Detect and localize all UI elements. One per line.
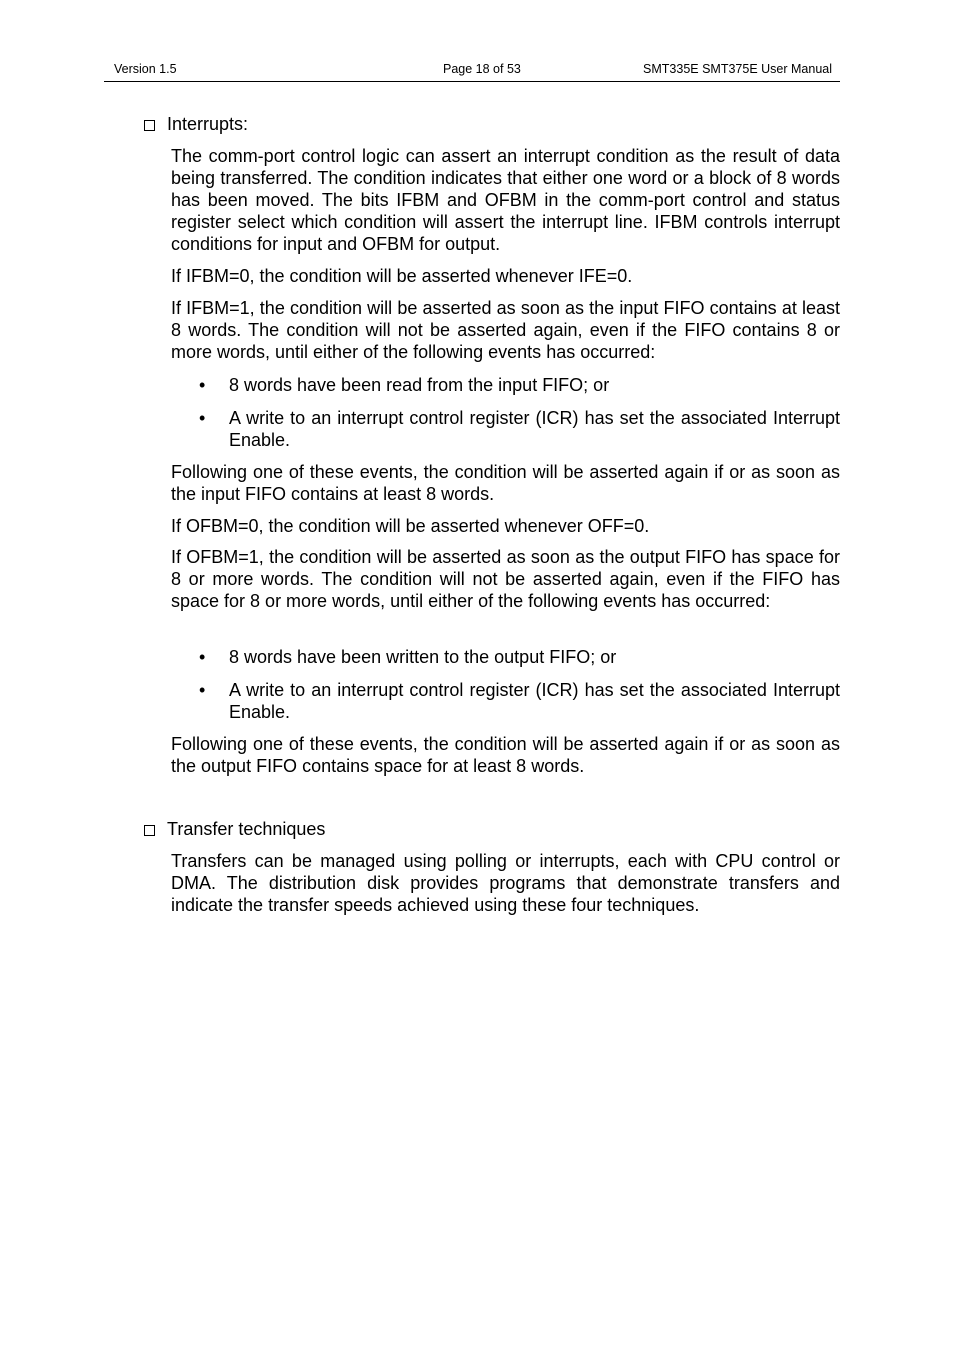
section-title-interrupts: Interrupts:: [167, 114, 249, 134]
bullet-icon: •: [199, 408, 206, 428]
bullet-icon: •: [199, 680, 206, 700]
interrupts-paragraph-1: The comm-port control logic can assert an interrupt condition as the result of data being transferred. The condition indicates that either one word or a block of 8 words has been moved. The bits IFBM and OFBM in the comm-port control and status register select which condition will assert the interrupt line. IFBM controls interrupt conditions for input and OFBM for output.: [171, 146, 840, 254]
section-title-transfer: Transfer techniques: [167, 819, 326, 839]
list-item: [199, 679, 840, 723]
interrupts-paragraph-7: Following one of these events, the condition will be asserted again if or as soon as the output FIFO contains space for at least 8 words.: [171, 734, 840, 776]
header-page-number: Page 18 of 53: [443, 62, 521, 76]
header-version: Version 1.5: [114, 62, 177, 76]
checkbox-icon: [144, 825, 155, 836]
interrupts-paragraph-4: Following one of these events, the condition will be asserted again if or as soon as the input FIFO contains at least 8 words.: [171, 462, 840, 504]
interrupts-paragraph-5: If OFBM=0, the condition will be asserted whenever OFF=0.: [171, 516, 650, 536]
list-item-text: 8 words have been written to the output FIFO; or: [229, 647, 617, 667]
bullet-icon: •: [199, 375, 206, 395]
transfer-paragraph-1: Transfers can be managed using polling or interrupts, each with CPU control or DMA. The distribution disk provides programs that demonstrate transfers and indicate the transfer speeds achieved using these four techniques.: [171, 851, 840, 915]
checkbox-icon: [144, 120, 155, 131]
interrupts-paragraph-6: If OFBM=1, the condition will be asserted as soon as the output FIFO has space for 8 or more words. The condition will not be asserted again, even if the FIFO has space for 8 or more words, until either of the following events has occurred:: [171, 547, 840, 611]
list-item-text: 8 words have been read from the input FIFO; or: [229, 375, 610, 395]
list-item-text: A write to an interrupt control register (ICR) has set the associated Interrupt Enable.: [229, 680, 840, 722]
section-heading-transfer: [144, 818, 325, 840]
list-item-text: A write to an interrupt control register (ICR) has set the associated Interrupt Enable.: [229, 408, 840, 450]
page-header: [104, 61, 840, 82]
list-item: [199, 374, 840, 396]
interrupts-paragraph-2: If IFBM=0, the condition will be asserted whenever IFE=0.: [171, 266, 633, 286]
header-document-title: SMT335E SMT375E User Manual: [643, 62, 832, 76]
list-item: [199, 646, 840, 668]
bullet-icon: •: [199, 647, 206, 667]
list-item: [199, 407, 840, 451]
section-heading-interrupts: [144, 113, 248, 135]
interrupts-paragraph-3: If IFBM=1, the condition will be asserted as soon as the input FIFO contains at least 8 words. The condition will not be asserted again, even if the FIFO contains 8 or more words, until either of the following events has occurred:: [171, 298, 840, 362]
